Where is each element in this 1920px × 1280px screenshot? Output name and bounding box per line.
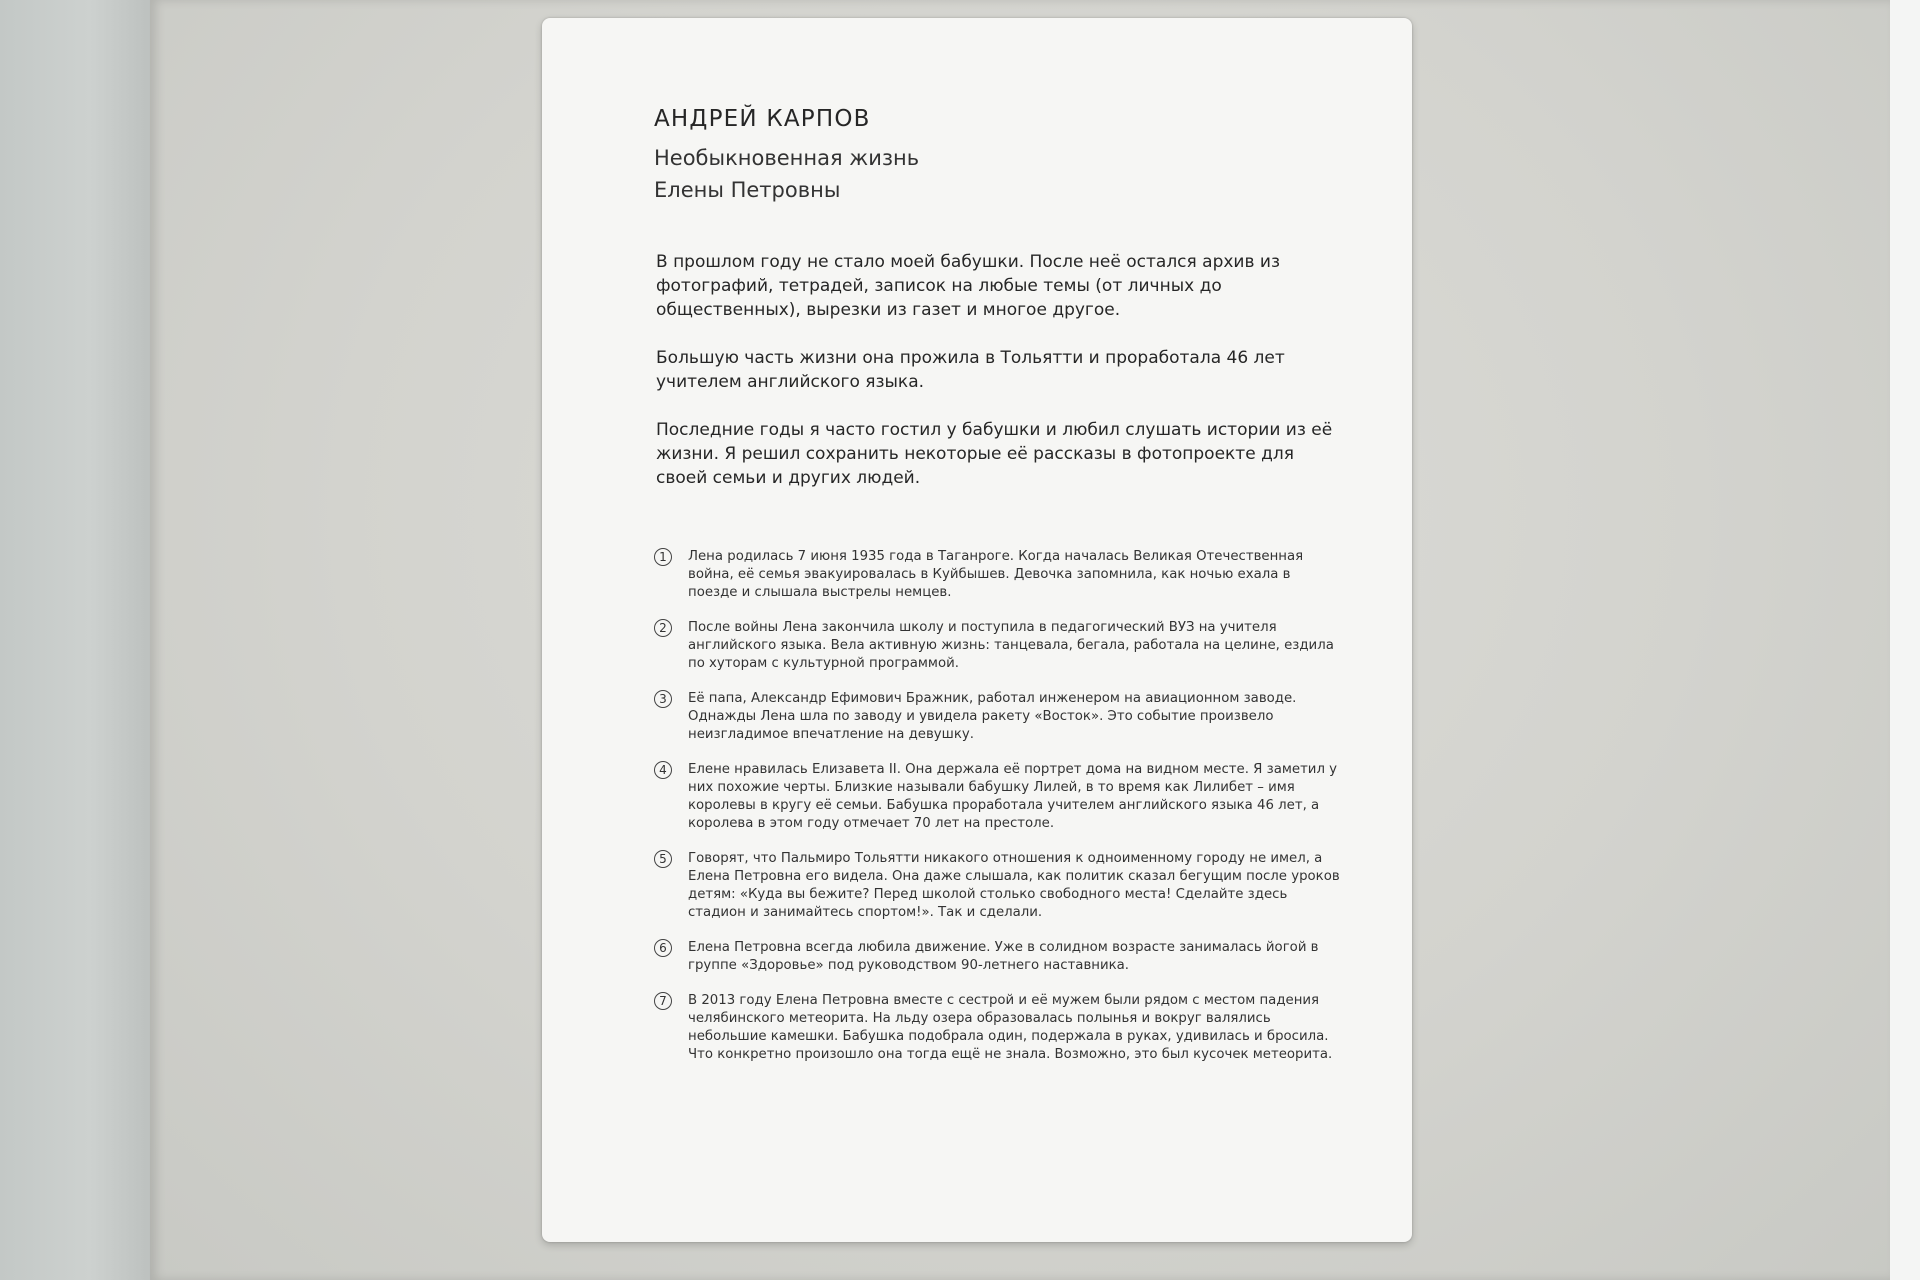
story-text: Её папа, Александр Ефимович Бражник, работал инженером на авиационном заводе. Однажды Лена шла по заводу и увидела ракету «Восток». Это событие произвело неизгладимое впечатление на девушку.: [688, 691, 1297, 742]
story-number-badge: 7: [654, 992, 672, 1010]
adjacent-wall: [0, 0, 150, 1280]
story-item: [654, 619, 1344, 673]
story-list: [654, 548, 1344, 1081]
story-text: Лена родилась 7 июня 1935 года в Таганроге. Когда началась Великая Отечественная война, её семья эвакуировалась в Куйбышев. Девочка запомнила, как ночью ехала в поезде и слышала выстрелы немцев.: [688, 549, 1304, 600]
story-text: В 2013 году Елена Петровна вместе с сестрой и её мужем были рядом с местом падения челябинского метеорита. На льду озера образовалась полынья и вокруг валялись небольшие камешки. Бабушка подобрала один, подержала в руках, удивилась и бросила. Что конкретно произошло она тогда ещё не знала. Возможно, это был кусочек метеорита.: [688, 993, 1333, 1062]
story-number-badge: 3: [654, 690, 672, 708]
story-number-badge: 2: [654, 619, 672, 637]
project-title-line-1: Необыкновенная жизнь: [654, 146, 920, 170]
wall-edge: [1890, 0, 1920, 1280]
story-text: Елене нравилась Елизавета II. Она держала её портрет дома на видном месте. Я заметил у них похожие черты. Близкие называли бабушку Лилей, в то время как Лилибет – имя королевы в кругу её семьи. Бабушка проработала учителем английского языка 46 лет, а королева в этом году отмечает 70 лет на престоле.: [688, 762, 1338, 831]
story-item: [654, 939, 1344, 975]
story-number-badge: 4: [654, 761, 672, 779]
intro-paragraph: В прошлом году не стало моей бабушки. После неё остался архив из фотографий, тетрадей, записок на любые темы (от личных до общественных), вырезки из газет и многое другое.: [656, 252, 1280, 320]
intro-paragraph: Последние годы я часто гостил у бабушки и любил слушать истории из её жизни. Я решил сохранить некоторые её рассказы в фотопроекте для своей семьи и других людей.: [656, 420, 1333, 488]
intro-paragraph: Большую часть жизни она прожила в Тольятти и проработала 46 лет учителем английского языка.: [656, 348, 1285, 392]
exhibition-text-sheet: [542, 18, 1412, 1242]
story-item: [654, 850, 1344, 922]
intro-text: [656, 250, 1336, 514]
story-text: Говорят, что Пальмиро Тольятти никакого отношения к одноименному городу не имел, а Елена Петровна его видела. Она даже слышала, как политик сказал бегущим после уроков детям: «Куда вы бежите? Перед школой столько свободного места! Сделайте здесь стадион и занимайтесь спортом!». Так и сделали.: [688, 851, 1340, 920]
story-item: [654, 690, 1344, 744]
story-item: [654, 992, 1344, 1064]
story-item: [654, 761, 1344, 833]
project-title: [654, 142, 1154, 206]
story-number-badge: 6: [654, 939, 672, 957]
story-text: Елена Петровна всегда любила движение. Уже в солидном возрасте занималась йогой в группе «Здоровье» под руководством 90-летнего наставника.: [688, 940, 1319, 973]
author-name: АНДРЕЙ КАРПОВ: [654, 106, 871, 132]
story-item: [654, 548, 1344, 602]
project-title-line-2: Елены Петровны: [654, 178, 841, 202]
story-number-badge: 1: [654, 548, 672, 566]
story-text: После войны Лена закончила школу и поступила в педагогический ВУЗ на учителя английского языка. Вела активную жизнь: танцевала, бегала, работала на целине, ездила по хуторам с культурной программой.: [688, 620, 1334, 671]
story-number-badge: 5: [654, 850, 672, 868]
